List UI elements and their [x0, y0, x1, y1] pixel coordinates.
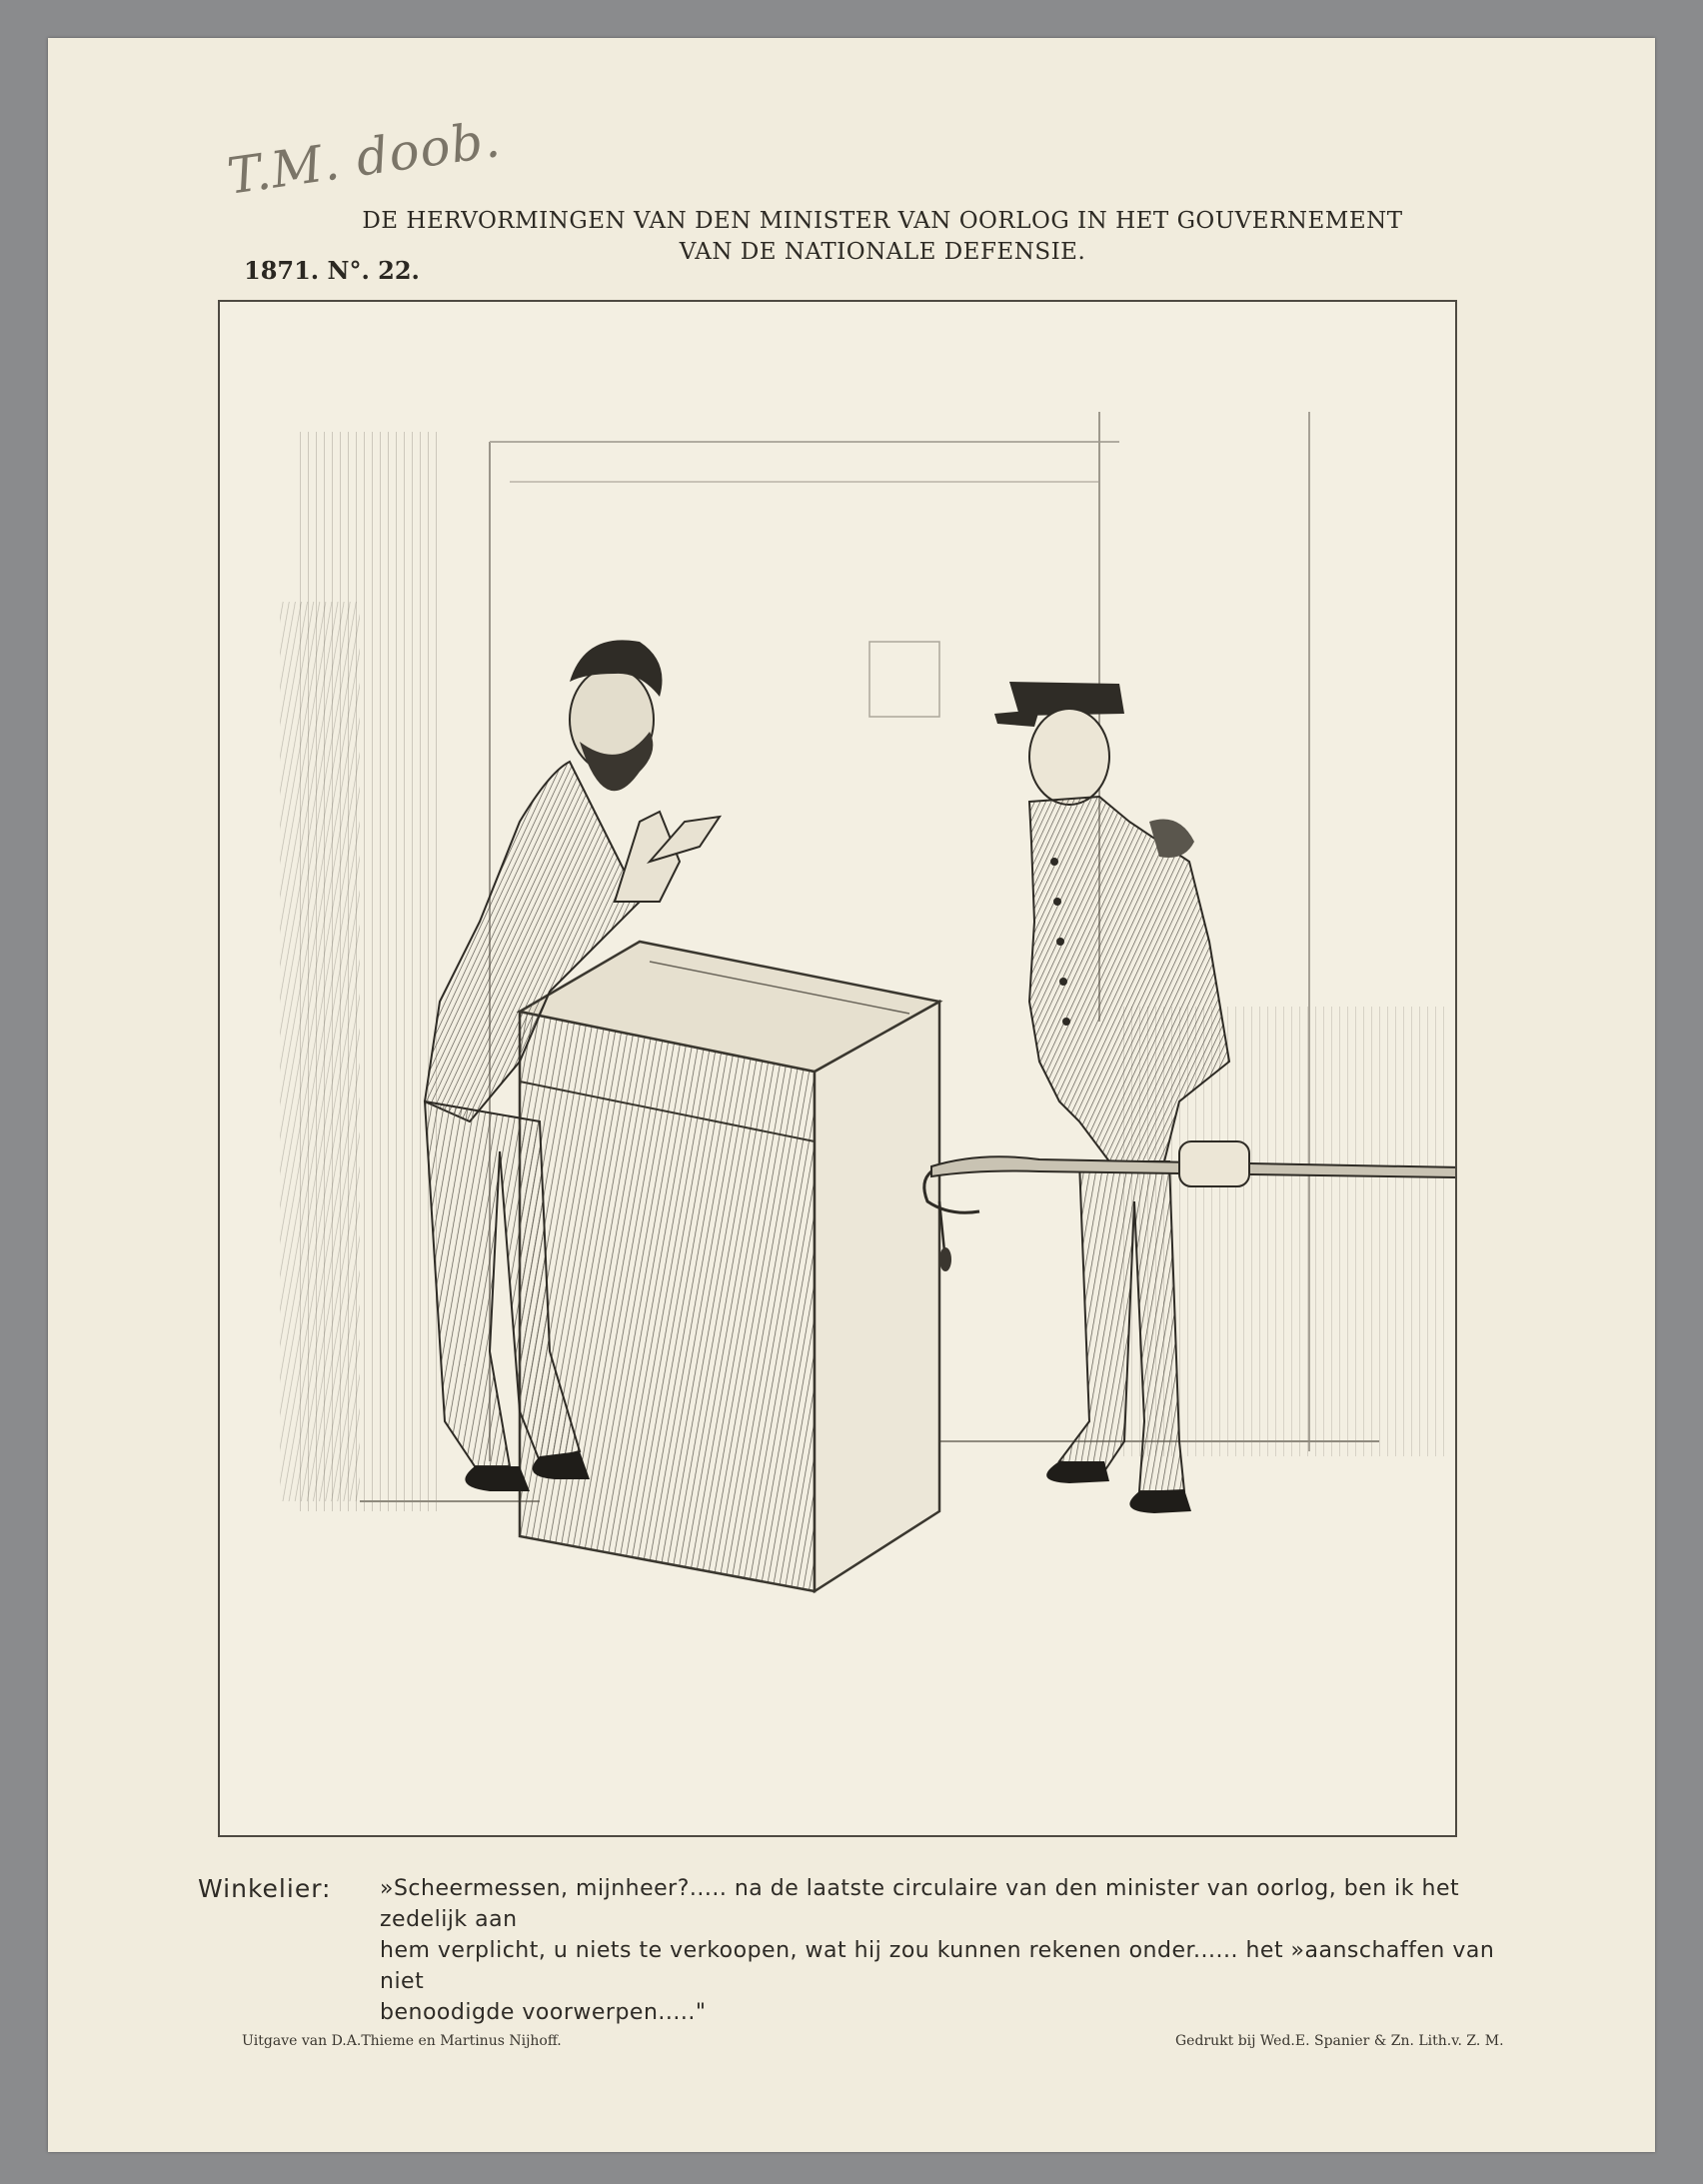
handwritten-inscription: T.M. doob.	[223, 110, 505, 206]
print-title	[348, 206, 1417, 268]
caption-quote	[380, 1873, 1529, 2028]
issue-number: 1871. N°. 22.	[244, 256, 420, 285]
title-line-2: VAN DE NATIONALE DEFENSIE.	[679, 239, 1086, 265]
caption-speaker: Winkelier:	[198, 1874, 332, 1903]
caption-line-1: »Scheermessen, mijnheer?..... na de laatste circulaire van den minister van oorlog, ben ik het zedelijk aan	[380, 1876, 1460, 1932]
illustration-frame	[218, 300, 1457, 1837]
title-line-1: DE HERVORMINGEN VAN DEN MINISTER VAN OORLOG IN HET GOUVERNEMENT	[362, 208, 1403, 234]
lithograph-illustration	[220, 302, 1455, 1835]
caption-line-2: hem verplicht, u niets te verkoopen, wat hij zou kunnen rekenen onder...... het »aanschaffen van niet	[380, 1938, 1495, 1994]
printer-imprint: Gedrukt bij Wed.E. Spanier & Zn. Lith.v. Z. M.	[1175, 2033, 1504, 2049]
caption-line-3: benoodigde voorwerpen....."	[380, 2000, 707, 2025]
print-sheet	[48, 38, 1655, 2152]
shop-counter	[520, 942, 939, 1591]
publisher-imprint: Uitgave van D.A.Thieme en Martinus Nijhoff.	[242, 2033, 562, 2049]
